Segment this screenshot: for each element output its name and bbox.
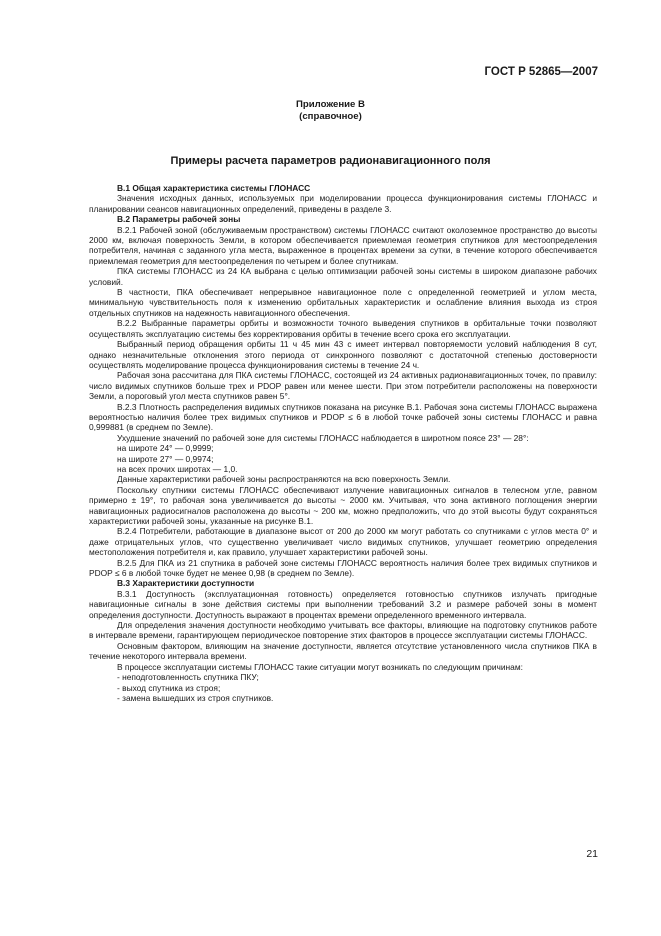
paragraph: В.2.4 Потребители, работающие в диапазоне высот от 200 до 2000 км могут работать со спутниками с углов места 0° и даже отрицательных углов, что существенно увеличивает число видимых спутников, улучшает геометрию определения местоположения потребителя и, как правило, улучшает характеристики рабочей зоны. xyxy=(89,526,597,558)
section-heading: В.2 Параметры рабочей зоны xyxy=(117,214,241,225)
paragraph: В.2.1 Рабочей зоной (обслуживаемым пространством) системы ГЛОНАСС считают околоземное пространство до высоты 2000 км, включая поверхность Земли, в котором обеспечивается приемлемая геометрия спутников для местоопределения потребителя, начиная с заданного угла места, выраженное в процентах времени за сутки, в течение которого обеспечивается приемлемая геометрия для местоопределения по четырем и более спутникам. xyxy=(89,224,597,266)
paragraph: Ухудшение значений по рабочей зоне для системы ГЛОНАСС наблюдается в широтном поясе 23° — 28°: xyxy=(117,432,529,443)
paragraph: Основным фактором, влияющим на значение доступности, является отсутствие установленного числа спутников ПКА в течение некоторого интервала времени. xyxy=(89,640,597,662)
paragraph: Выбранный период обращения орбиты 11 ч 45 мин 43 с имеет интервал повторяемости условий наблюдения 8 сут, однако незначительные отклонения этого периода от синхронного позволяют с достаточной степенью достоверности осуществлять моделирование процесса функционирования системы в течение 24 ч. xyxy=(89,339,597,370)
list-item: - выход спутника из строя; xyxy=(117,682,221,693)
list-item: на широте 27° — 0,9974; xyxy=(117,453,214,464)
appendix-subtitle: (справочное) xyxy=(299,111,362,122)
paragraph: Поскольку спутники системы ГЛОНАСС обеспечивают излучение навигационных сигналов в телесном угле, равном примерно ± 19°, то рабочая зона увеличивается до высоты ~ 2000 км. Учитывая, что зона активного поглощения энергии навигационных радиосигналов расположена до высоты ~ 200 км, можно предположить, что до этой высоты будут сохраняться характеристики рабочей зоны, указанные на рисунке В.1. xyxy=(89,484,597,526)
paragraph: В частности, ПКА обеспечивает непрерывное навигационное поле с определенной геометрией и углом места, минимальную чувствительность поля к изменению орбитальных характеристик и ослабление влияния выхода из строя отдельных спутников на надежность навигационного обеспечения. xyxy=(89,287,597,318)
paragraph: В.3.1 Доступность (эксплуатационная готовность) определяется готовностью спутников излучать пригодные навигационные сигналы в зоне действия системы при выполнении требований 3.2 и размере рабочей зоны в момент определения доступности. Доступность выражают в процентах времени определенного временного интервала. xyxy=(89,588,597,620)
paragraph: В.2.5 Для ПКА из 21 спутника в рабочей зоне системы ГЛОНАСС вероятность наличия более трех видимых спутников и PDOP ≤ 6 в любой точке будет не менее 0,98 (в среднем по Земле). xyxy=(89,557,597,579)
section-heading: В.1 Общая характеристика системы ГЛОНАСС xyxy=(117,183,311,193)
section-title: Примеры расчета параметров радионавигационного поля xyxy=(170,155,491,167)
paragraph: Значения исходных данных, используемых при моделировании процесса функционирования системы ГЛОНАСС и планировании сеансов навигационных определений, приведены в разделе 3. xyxy=(89,193,597,214)
page-number: 21 xyxy=(586,848,598,860)
appendix-title: Приложение В xyxy=(296,99,365,110)
paragraph: Данные характеристики рабочей зоны распространяются на всю поверхность Земли. xyxy=(117,474,451,485)
paragraph: Рабочая зона рассчитана для ПКА системы ГЛОНАСС, состоящей из 24 активных радионавигационных точек, по правилу: число видимых спутников больше трех и PDOP равен или менее шести. При этом потребители расположены на поверхности Земли, а пороговый угол места спутников равен 5°. xyxy=(89,370,597,402)
document-body xyxy=(89,183,597,703)
standard-header: ГОСТ Р 52865—2007 xyxy=(484,66,598,78)
paragraph: В.2.3 Плотность распределения видимых спутников показана на рисунке В.1. Рабочая зона системы ГЛОНАСС выражена вероятностью наличия более трех видимых спутников и PDOP ≤ 6 в любой точке рабочей зоны системы ГЛОНАСС и равна 0,999881 (в среднем по Земле). xyxy=(89,401,597,433)
paragraph: В.2.2 Выбранные параметры орбиты и возможности точного выведения спутников в орбитальные точки позволяют осуществлять эксплуатацию системы без корректирования орбиты в течение всего срока его эксплуатации. xyxy=(89,318,597,339)
list-item: на широте 24° — 0,9999; xyxy=(117,443,214,454)
paragraph: Для определения значения доступности необходимо учитывать все факторы, влияющие на подготовку спутников работе в интервале времени, гарантирующем периодическое повторение этих факторов в процессе эксплуатации системы ГЛОНАСС. xyxy=(89,620,597,641)
paragraph: ПКА системы ГЛОНАСС из 24 КА выбрана с целью оптимизации рабочей зоны системы в широком диапазоне рабочих условий. xyxy=(89,266,597,287)
paragraph: В процессе эксплуатации системы ГЛОНАСС такие ситуации могут возникать по следующим причинам: xyxy=(117,661,523,672)
list-item: - неподготовленность спутника ПКУ; xyxy=(117,672,259,683)
list-item: - замена вышедших из строя спутников. xyxy=(117,692,274,703)
list-item: на всех прочих широтах — 1,0. xyxy=(117,463,238,474)
section-heading: В.3 Характеристики доступности xyxy=(117,578,255,589)
